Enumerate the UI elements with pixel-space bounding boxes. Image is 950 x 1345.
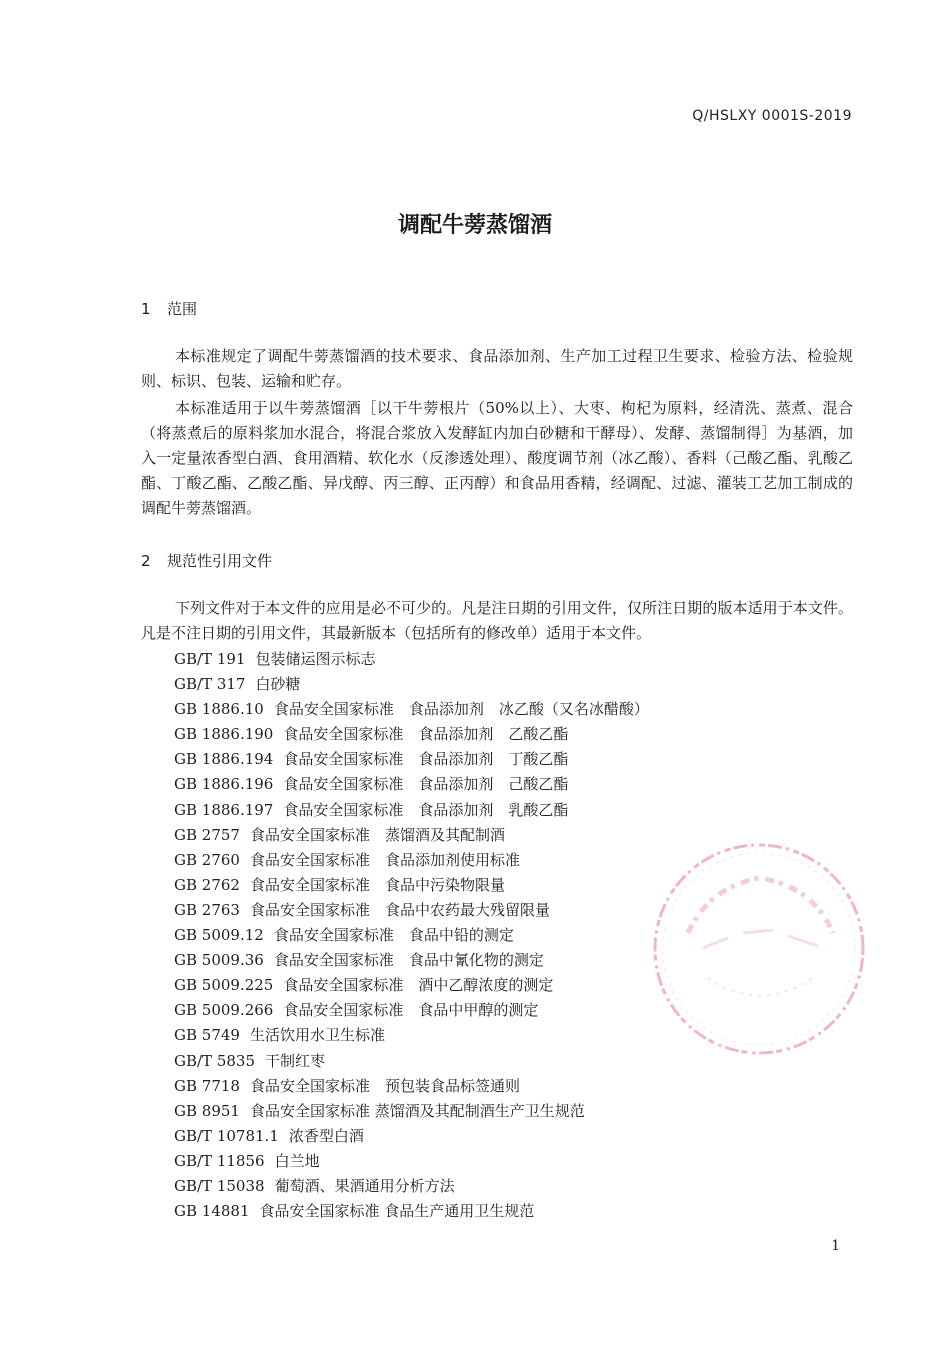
reference-code: GB/T 11856 <box>174 1151 265 1170</box>
reference-title: 食品安全国家标准 食品中污染物限量 <box>249 875 505 894</box>
reference-title: 食品安全国家标准 食品添加剂 冰乙酸（又名冰醋酸） <box>273 700 649 719</box>
reference-title: 食品安全国家标准 食品添加剂 丁酸乙酯 <box>283 750 569 769</box>
section-title: 规范性引用文件 <box>167 552 273 570</box>
reference-title: 食品安全国家标准 食品添加剂 乙酸乙酯 <box>283 725 569 744</box>
reference-title: 食品安全国家标准 食品添加剂 己酸乙酯 <box>283 775 569 794</box>
reference-code: GB/T 317 <box>174 675 246 694</box>
reference-title: 食品安全国家标准 预包装食品标签通则 <box>249 1076 520 1095</box>
reference-code: GB/T 15038 <box>174 1176 265 1195</box>
reference-title: 食品安全国家标准 蒸馏酒及其配制酒 <box>249 825 505 844</box>
reference-title: 干制红枣 <box>265 1051 326 1070</box>
reference-item <box>174 998 649 1023</box>
reference-item <box>174 722 649 747</box>
section-title: 范围 <box>167 300 198 318</box>
reference-item <box>174 672 649 697</box>
reference-title: 白兰地 <box>274 1151 320 1170</box>
reference-title: 浓香型白酒 <box>288 1126 364 1145</box>
reference-item <box>174 1124 649 1149</box>
reference-title: 食品安全国家标准 食品生产通用卫生规范 <box>259 1202 535 1221</box>
reference-code: GB 1886.194 <box>174 750 274 769</box>
reference-title: 食品安全国家标准 食品添加剂使用标准 <box>249 850 520 869</box>
reference-code: GB/T 10781.1 <box>174 1126 279 1145</box>
reference-code: GB 5009.266 <box>174 1001 274 1020</box>
reference-code: GB/T 5835 <box>174 1051 256 1070</box>
document-title: 调配牛蒡蒸馏酒 <box>397 213 552 238</box>
reference-item <box>174 1149 649 1174</box>
section-number: 2 <box>141 552 151 570</box>
reference-title: 食品安全国家标准 食品添加剂 乳酸乙酯 <box>283 800 569 819</box>
reference-code: GB 14881 <box>174 1202 250 1221</box>
reference-code: GB 5749 <box>174 1026 240 1045</box>
scope-paragraph-1: 本标准规定了调配牛蒡蒸馏酒的技术要求、食品添加剂、生产加工过程卫生要求、检验方法、检验规则、标识、包装、运输和贮存。 <box>141 347 853 390</box>
reference-item <box>174 848 649 873</box>
reference-title: 食品安全国家标准 食品中氰化物的测定 <box>273 951 544 970</box>
reference-code: GB 5009.12 <box>174 926 264 945</box>
reference-item <box>174 1174 649 1199</box>
reference-item <box>174 823 649 848</box>
reference-code: GB 2762 <box>174 875 240 894</box>
reference-item <box>174 1199 649 1224</box>
section-number: 1 <box>141 300 151 318</box>
reference-item <box>174 923 649 948</box>
standard-code: Q/HSLXY 0001S-2019 <box>692 108 852 124</box>
reference-title: 食品安全国家标准 蒸馏酒及其配制酒生产卫生规范 <box>249 1101 585 1120</box>
reference-title: 食品安全国家标准 食品中甲醇的测定 <box>283 1001 539 1020</box>
reference-code: GB 2760 <box>174 850 240 869</box>
reference-item <box>174 798 649 823</box>
reference-item <box>174 948 649 973</box>
reference-item <box>174 898 649 923</box>
reference-title: 食品安全国家标准 食品中铅的测定 <box>273 926 514 945</box>
reference-item <box>174 1023 649 1048</box>
reference-code: GB 7718 <box>174 1076 240 1095</box>
reference-item <box>174 647 649 672</box>
reference-item <box>174 772 649 797</box>
page-number: 1 <box>831 1238 840 1254</box>
reference-list <box>174 647 649 1224</box>
reference-item <box>174 873 649 898</box>
reference-title: 生活饮用水卫生标准 <box>249 1026 385 1045</box>
reference-title: 食品安全国家标准 酒中乙醇浓度的测定 <box>283 976 554 995</box>
reference-code: GB/T 191 <box>174 650 246 668</box>
section-heading-references <box>141 550 272 571</box>
reference-code: GB 1886.196 <box>174 775 274 794</box>
section-heading-scope <box>141 298 197 319</box>
reference-item <box>174 1099 649 1124</box>
reference-code: GB 5009.225 <box>174 976 274 995</box>
references-intro-paragraph: 下列文件对于本文件的应用是必不可少的。凡是注日期的引用文件，仅所注日期的版本适用于本文件。凡是不注日期的引用文件，其最新版本（包括所有的修改单）适用于本文件。 <box>141 599 853 642</box>
reference-title: 食品安全国家标准 食品中农药最大残留限量 <box>249 900 550 919</box>
reference-code: GB 2763 <box>174 900 240 919</box>
reference-code: GB 2757 <box>174 825 240 844</box>
company-seal-stamp <box>648 838 870 1060</box>
reference-title: 白砂糖 <box>255 675 301 694</box>
reference-title: 包装储运图示标志 <box>255 650 376 668</box>
reference-code: GB 5009.36 <box>174 951 264 970</box>
reference-code: GB 8951 <box>174 1101 240 1120</box>
reference-item <box>174 1049 649 1074</box>
reference-item <box>174 697 649 722</box>
reference-item <box>174 973 649 998</box>
reference-code: GB 1886.190 <box>174 725 274 744</box>
reference-item <box>174 1074 649 1099</box>
scope-paragraph-2: 本标准适用于以牛蒡蒸馏酒［以干牛蒡根片（50%以上）、大枣、枸杞为原料，经清洗、蒸煮、混合（将蒸煮后的原料浆加水混合，将混合浆放入发酵缸内加白砂糖和干酵母）、发酵、蒸馏制得］为基酒，加入一定量浓香型白酒、食用酒精、软化水（反渗透处理）、酸度调节剂（冰乙酸）、香料（己酸乙酯、乳酸乙酯、丁酸乙酯、乙酸乙酯、异戊醇、丙三醇、正丙醇）和食品用香精，经调配、过滤、灌装工艺加工制成的调配牛蒡蒸馏酒。 <box>141 399 853 517</box>
reference-item <box>174 747 649 772</box>
reference-code: GB 1886.10 <box>174 700 264 719</box>
reference-code: GB 1886.197 <box>174 800 274 819</box>
reference-title: 葡萄酒、果酒通用分析方法 <box>274 1176 455 1195</box>
